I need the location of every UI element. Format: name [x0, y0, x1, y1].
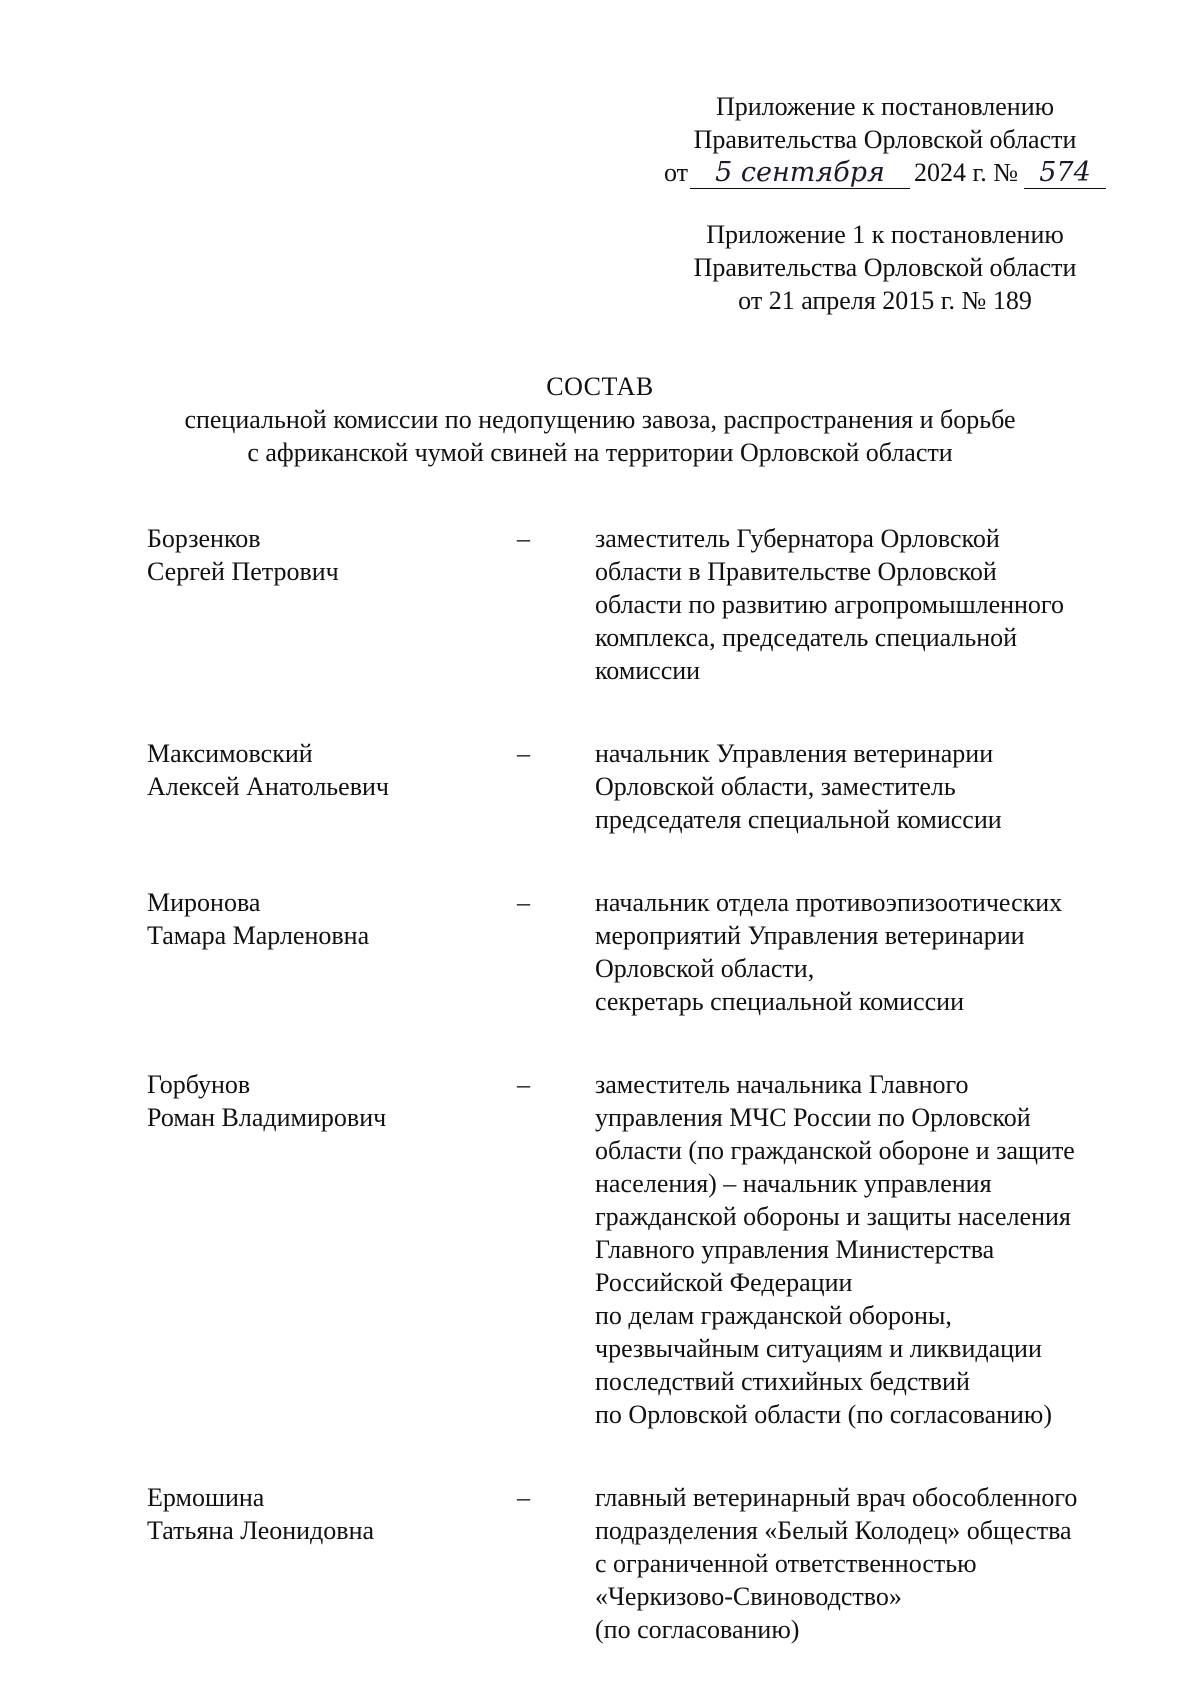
- annex-original-line3: от 21 апреля 2015 г. № 189: [738, 286, 1032, 315]
- member-role-line: управления МЧС России по Орловской: [595, 1103, 1031, 1132]
- member-role-line: области по развитию агропромышленного: [595, 590, 1064, 619]
- member-role-line: начальник отдела противоэпизоотических: [595, 888, 1063, 917]
- handwritten-date: 5 сентября: [690, 158, 910, 189]
- member-role-line: населения) – начальник управления: [595, 1169, 992, 1198]
- member-role-line: мероприятий Управления ветеринарии: [595, 921, 1025, 950]
- member-name: [147, 886, 517, 952]
- member-role-line: чрезвычайным ситуациям и ликвидации: [595, 1334, 1042, 1363]
- member-dash: –: [517, 524, 530, 553]
- member-role-line: по делам гражданской обороны,: [595, 1301, 952, 1330]
- member-role-line: гражданской обороны и защиты населения: [595, 1202, 1071, 1231]
- member-role-line: комплекса, председатель специальной: [595, 623, 1018, 652]
- member-surname: Борзенков: [147, 524, 261, 553]
- member-surname: Горбунов: [147, 1070, 251, 1099]
- member-given-name: Роман Владимирович: [147, 1103, 387, 1132]
- member-surname: Ермошина: [147, 1483, 265, 1512]
- member-role-line: Российской Федерации: [595, 1268, 853, 1297]
- handwritten-number: 574: [1024, 158, 1106, 189]
- year-and-number-label: 2024 г. №: [913, 158, 1019, 187]
- member-dash: –: [517, 1070, 530, 1099]
- member-surname: Максимовский: [147, 739, 313, 768]
- member-role-line: последствий стихийных бедствий: [595, 1367, 970, 1396]
- member-role-line: (по согласованию): [595, 1615, 800, 1644]
- member-role: [595, 1481, 1135, 1646]
- member-surname: Миронова: [147, 888, 261, 917]
- member-role-line: области в Правительстве Орловской: [595, 557, 997, 586]
- annex-original-line1: Приложение 1 к постановлению: [706, 220, 1064, 249]
- member-role-line: начальник Управления ветеринарии: [595, 739, 994, 768]
- member-role: [595, 522, 1135, 687]
- annex-current-date-line: [640, 156, 1130, 189]
- member-role-line: заместитель Губернатора Орловской: [595, 524, 1000, 553]
- member-row: [147, 1068, 1137, 1431]
- annex-current-line2: Правительства Орловской области: [693, 125, 1077, 154]
- annex-current-resolution: [640, 90, 1130, 189]
- member-role-line: по Орловской области (по согласованию): [595, 1400, 1053, 1429]
- member-role-line: Орловской области,: [595, 954, 815, 983]
- member-name: [147, 737, 517, 803]
- member-role-line: комиссии: [595, 656, 701, 685]
- document-title: СОСТАВ: [546, 372, 654, 401]
- member-row: [147, 737, 1137, 836]
- member-name: [147, 522, 517, 588]
- member-row: [147, 1481, 1137, 1646]
- member-given-name: Тамара Марленовна: [147, 921, 370, 950]
- member-row: [147, 522, 1137, 687]
- member-given-name: Татьяна Леонидовна: [147, 1516, 375, 1545]
- member-role-line: Орловской области, заместитель: [595, 772, 956, 801]
- member-given-name: Алексей Анатольевич: [147, 772, 389, 801]
- member-role: [595, 886, 1135, 1018]
- member-role-line: «Черкизово-Свиноводство»: [595, 1582, 902, 1611]
- member-role-line: с ограниченной ответственностью: [595, 1549, 977, 1578]
- member-dash: –: [517, 1483, 530, 1512]
- member-dash: –: [517, 739, 530, 768]
- member-role-line: главный ветеринарный врач обособленного: [595, 1483, 1078, 1512]
- annex-original-line2: Правительства Орловской области: [693, 253, 1077, 282]
- member-role-line: председателя специальной комиссии: [595, 805, 1002, 834]
- member-role-line: заместитель начальника Главного: [595, 1070, 969, 1099]
- member-role-line: секретарь специальной комиссии: [595, 987, 964, 1016]
- date-prefix: от: [663, 158, 688, 187]
- member-role-line: Главного управления Министерства: [595, 1235, 995, 1264]
- document-subtitle-line1: специальной комиссии по недопущению завоза, распространения и борьбе: [184, 405, 1016, 434]
- member-dash: –: [517, 888, 530, 917]
- document-heading: [0, 370, 1200, 469]
- annex-original-resolution: [640, 218, 1130, 317]
- member-role: [595, 737, 1135, 836]
- annex-current-line1: Приложение к постановлению: [715, 92, 1055, 121]
- member-given-name: Сергей Петрович: [147, 557, 339, 586]
- member-row: [147, 886, 1137, 1018]
- member-name: [147, 1068, 517, 1134]
- document-subtitle-line2: с африканской чумой свиней на территории Орловской области: [247, 438, 953, 467]
- member-name: [147, 1481, 517, 1547]
- member-role-line: области (по гражданской обороне и защите: [595, 1136, 1075, 1165]
- commission-members-list: [147, 522, 1137, 1646]
- member-role-line: подразделения «Белый Колодец» общества: [595, 1516, 1072, 1545]
- member-role: [595, 1068, 1135, 1431]
